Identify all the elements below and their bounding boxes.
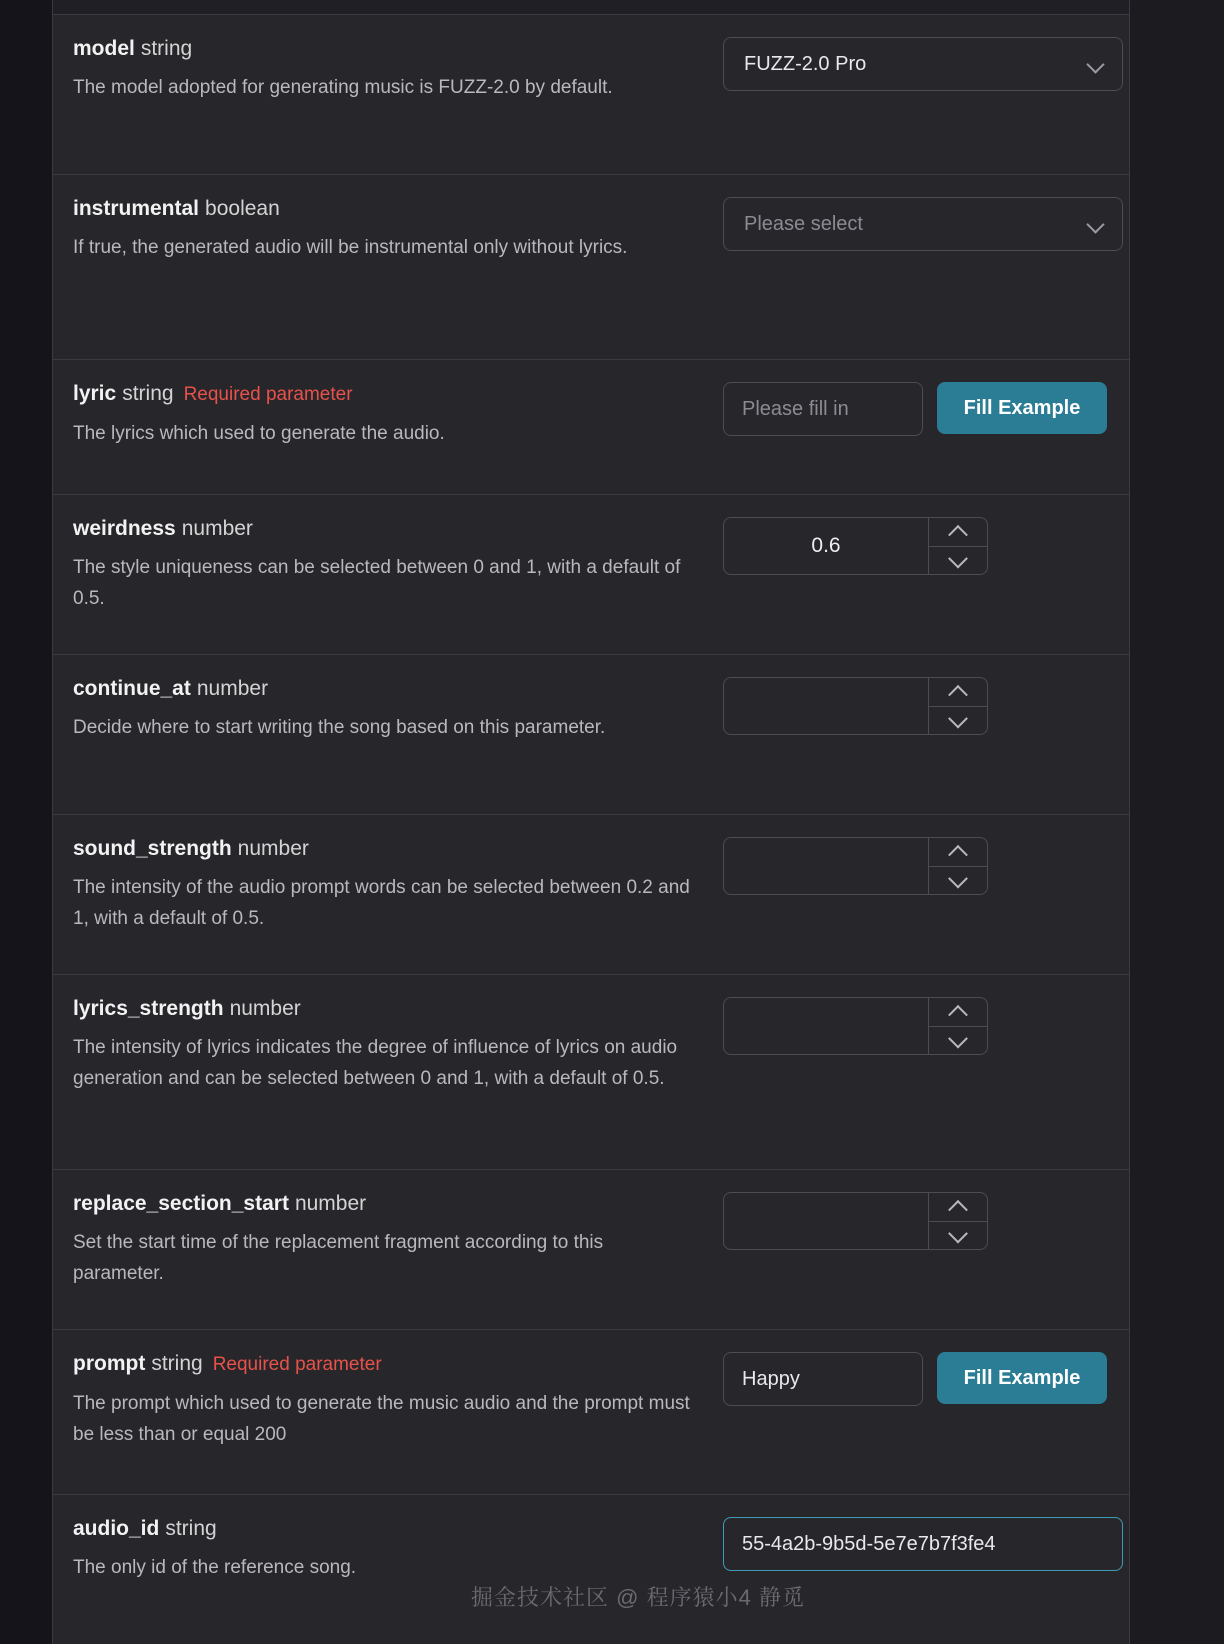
lyric-input[interactable] [723,382,923,436]
param-row-sound-strength [53,815,1129,975]
continue-at-stepper[interactable] [723,677,988,735]
param-title-weirdness [73,515,707,543]
watermark-text: 掘金技术社区 @ 程序猿小4 静觅 [471,1585,805,1610]
weirdness-spinner [928,518,987,574]
lyric-fill-example-button[interactable]: Fill Example [937,382,1107,434]
panel-top-strip [53,0,1129,15]
param-row-audio-id [53,1495,1129,1615]
param-info-continue-at [73,675,723,743]
param-info-model [73,35,723,103]
weirdness-value[interactable]: 0.6 [811,534,841,557]
sound-strength-stepper[interactable] [723,837,988,895]
param-title-lyrics-strength [73,995,707,1023]
lyrics-strength-value[interactable] [724,998,928,1054]
param-required-prompt: Required parameter [212,1354,382,1375]
chevron-down-icon[interactable] [929,867,987,895]
audio-id-input-value: 55-4a2b-9b5d-5e7e7b7f3fe4 [742,1532,996,1555]
param-title-instrumental [73,195,707,223]
param-name-weirdness: weirdness [73,517,176,540]
param-control-instrumental [723,195,1123,251]
param-desc-weirdness: The style uniqueness can be selected between 0 and 1, with a default of 0.5. [73,557,681,609]
lyrics-strength-spinner [928,998,987,1054]
param-info-lyrics-strength [73,995,723,1094]
param-desc-prompt: The prompt which used to generate the music audio and the prompt must be less than or equal 200 [73,1393,690,1445]
param-title-replace-section-start [73,1190,707,1218]
param-row-lyrics-strength [53,975,1129,1170]
param-type-model: string [140,37,193,60]
param-desc-audio-id: The only id of the reference song. [73,1557,357,1578]
chevron-down-icon[interactable] [929,707,987,735]
param-title-model [73,35,707,63]
param-info-replace-section-start [73,1190,723,1289]
param-row-weirdness [53,495,1129,655]
prompt-fill-example-button[interactable]: Fill Example [937,1352,1107,1404]
chevron-down-icon [1088,215,1106,233]
param-control-audio-id [723,1515,1123,1571]
replace-section-start-value[interactable] [724,1193,928,1249]
prompt-input-value: Happy [742,1367,800,1390]
right-gutter [1130,0,1224,1644]
param-required-lyric: Required parameter [183,384,353,405]
param-info-prompt [73,1350,723,1450]
param-title-sound-strength [73,835,707,863]
param-info-lyric [73,380,723,449]
param-name-instrumental: instrumental [73,197,200,220]
param-desc-replace-section-start: Set the start time of the replacement fragment according to this parameter. [73,1232,604,1284]
param-row-model [53,15,1129,175]
param-type-lyric: string [122,382,174,405]
param-name-model: model [73,37,135,60]
param-name-replace-section-start: replace_section_start [73,1192,289,1215]
param-control-continue-at [723,675,1105,735]
param-control-weirdness [723,515,1105,575]
continue-at-value[interactable] [724,678,928,734]
param-name-lyrics-strength: lyrics_strength [73,997,224,1020]
param-control-sound-strength [723,835,1105,895]
param-title-prompt [73,1350,707,1379]
param-desc-lyric: The lyrics which used to generate the audio. [73,423,445,444]
sound-strength-value[interactable] [724,838,928,894]
param-type-instrumental: boolean [205,197,280,220]
param-info-sound-strength [73,835,723,934]
chevron-down-icon [1088,55,1106,73]
param-desc-continue-at: Decide where to start writing the song based on this parameter. [73,717,606,738]
chevron-up-icon[interactable] [929,678,987,707]
replace-section-start-spinner [928,1193,987,1249]
param-type-continue-at: number [196,677,269,700]
lyric-input-placeholder: Please fill in [742,397,849,420]
param-type-replace-section-start: number [294,1192,367,1215]
param-row-continue-at [53,655,1129,815]
lyrics-strength-stepper[interactable] [723,997,988,1055]
param-name-audio-id: audio_id [73,1517,160,1540]
chevron-down-icon[interactable] [929,1027,987,1055]
parameters-panel [52,0,1130,1644]
param-row-lyric [53,360,1129,495]
chevron-down-icon[interactable] [929,547,987,575]
param-type-audio-id: string [165,1517,217,1540]
param-info-instrumental [73,195,723,263]
param-control-replace-section-start [723,1190,1105,1250]
param-desc-sound-strength: The intensity of the audio prompt words can be selected between 0.2 and 1, with a default of 0.5. [73,877,690,929]
param-name-sound-strength: sound_strength [73,837,232,860]
param-row-replace-section-start [53,1170,1129,1330]
param-info-weirdness [73,515,723,614]
param-desc-model: The model adopted for generating music is FUZZ-2.0 by default. [73,77,613,98]
prompt-input[interactable] [723,1352,923,1406]
sound-strength-spinner [928,838,987,894]
audio-id-input[interactable] [723,1517,1123,1571]
param-control-lyrics-strength [723,995,1105,1055]
model-select[interactable] [723,37,1123,91]
weirdness-stepper[interactable] [723,517,988,575]
chevron-up-icon[interactable] [929,998,987,1027]
chevron-up-icon[interactable] [929,518,987,547]
param-info-audio-id [73,1515,723,1583]
instrumental-select-placeholder: Please select [744,212,863,235]
param-title-lyric [73,380,707,409]
instrumental-select[interactable] [723,197,1123,251]
param-type-prompt: string [151,1352,203,1375]
continue-at-spinner [928,678,987,734]
param-type-lyrics-strength: number [229,997,301,1020]
param-title-audio-id [73,1515,707,1543]
param-type-weirdness: number [181,517,253,540]
param-desc-lyrics-strength: The intensity of lyrics indicates the degree of influence of lyrics on audio generation and can be selected between 0 and 1, with a default of 0.5. [73,1037,678,1089]
left-gutter [0,0,52,1644]
param-row-prompt [53,1330,1129,1495]
model-select-value: FUZZ-2.0 Pro [744,52,867,75]
chevron-up-icon[interactable] [929,838,987,867]
param-row-instrumental [53,175,1129,360]
param-name-lyric: lyric [73,382,117,405]
chevron-down-icon[interactable] [929,1222,987,1250]
chevron-up-icon[interactable] [929,1193,987,1222]
param-desc-instrumental: If true, the generated audio will be instrumental only without lyrics. [73,237,628,258]
replace-section-start-stepper[interactable] [723,1192,988,1250]
param-control-model [723,35,1123,91]
param-control-prompt [723,1350,1107,1406]
param-title-continue-at [73,675,707,703]
param-name-prompt: prompt [73,1352,146,1375]
param-control-lyric [723,380,1107,436]
param-name-continue-at: continue_at [73,677,191,700]
param-type-sound-strength: number [237,837,309,860]
